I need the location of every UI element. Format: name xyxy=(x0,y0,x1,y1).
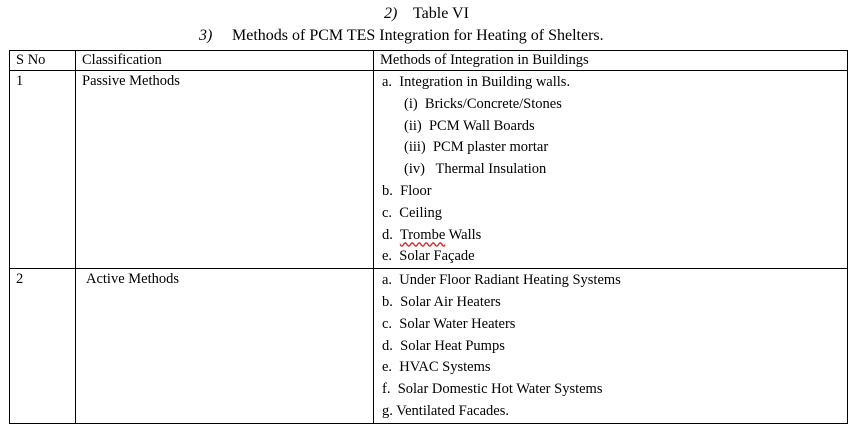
method-subitem: (iii) PCM plaster mortar xyxy=(404,139,549,156)
method-item: d. Solar Heat Pumps xyxy=(382,337,505,354)
row-classification: Active Methods xyxy=(76,269,374,424)
row-classification: Passive Methods xyxy=(76,71,374,269)
row-sno: 1 xyxy=(10,71,76,269)
table-header-row xyxy=(10,51,848,71)
method-item: e. Solar Façade xyxy=(382,248,475,265)
method-item: b. Solar Air Heaters xyxy=(382,293,501,310)
table-row xyxy=(10,269,848,424)
method-item xyxy=(382,225,847,247)
method-item: g. Ventilated Facades. xyxy=(382,402,509,419)
method-subitem: (ii) PCM Wall Boards xyxy=(404,117,535,134)
header-methods: Methods of Integration in Buildings xyxy=(374,51,848,71)
method-suffix: Walls xyxy=(445,226,482,243)
header-classification: Classification xyxy=(76,51,374,71)
method-item: a. Under Floor Radiant Heating Systems xyxy=(382,272,621,289)
title-number: 3) xyxy=(199,27,213,44)
method-item: f. Solar Domestic Hot Water Systems xyxy=(382,381,603,398)
row-sno: 2 xyxy=(10,269,76,424)
methods-table xyxy=(9,50,848,424)
spellcheck-word: Trombe xyxy=(399,226,446,243)
table-row xyxy=(10,71,848,269)
method-item: c. Ceiling xyxy=(382,204,443,221)
row-methods-list xyxy=(374,269,848,424)
row-methods-list xyxy=(374,71,848,269)
header-sno: S No xyxy=(10,51,76,71)
method-subitem: (i) Bricks/Concrete/Stones xyxy=(404,95,562,112)
method-item: e. HVAC Systems xyxy=(382,359,491,376)
method-item: b. Floor xyxy=(382,182,432,199)
caption-text: Table VI xyxy=(413,5,469,22)
method-prefix: d. xyxy=(382,226,400,243)
title-text: Methods of PCM TES Integration for Heating of Shelters. xyxy=(232,27,604,44)
method-item: a. Integration in Building walls. xyxy=(382,74,571,90)
method-subitem: (iv) Thermal Insulation xyxy=(404,161,547,178)
method-item: c. Solar Water Heaters xyxy=(382,315,516,332)
caption-number: 2) xyxy=(384,5,398,22)
